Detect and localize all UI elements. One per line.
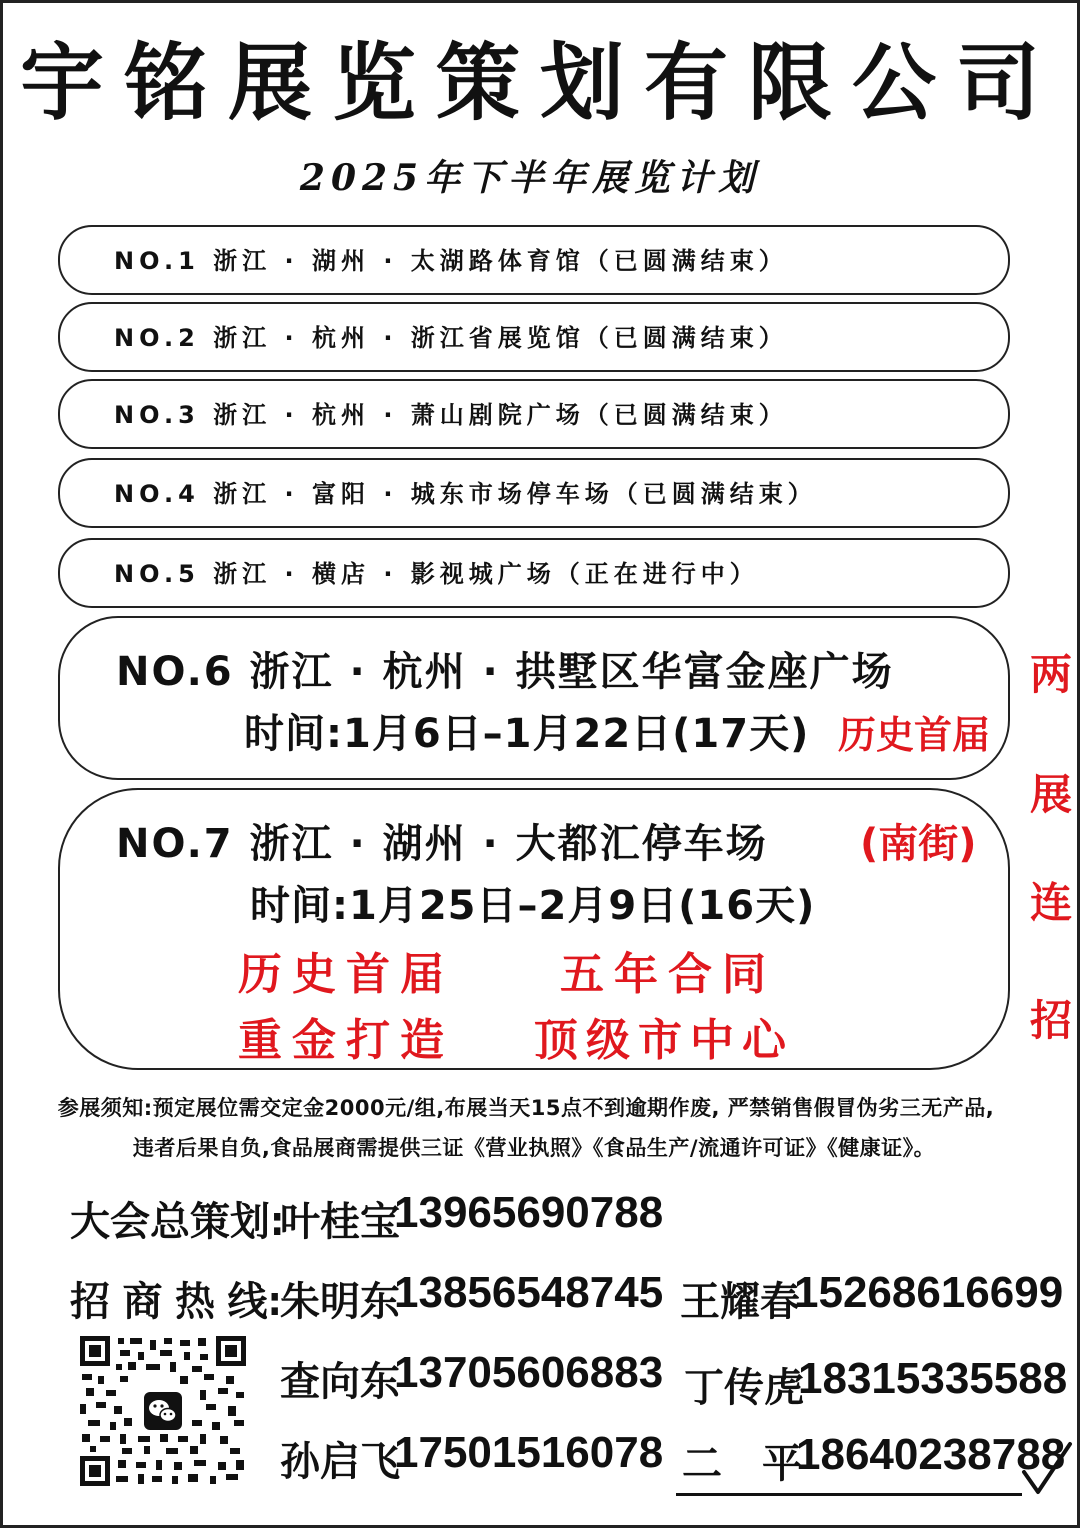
planner-label: 大会总策划: bbox=[70, 1199, 285, 1245]
side-banner-char-2: 展 bbox=[1029, 770, 1072, 819]
qr-code-icon[interactable] bbox=[80, 1336, 246, 1486]
planner-name: 叶桂宝 bbox=[280, 1199, 400, 1245]
event-6-time: 时间:1月6日–1月22日(17天) bbox=[244, 711, 810, 757]
contact-6-underline bbox=[676, 1493, 1022, 1496]
event-item-2 bbox=[58, 302, 1010, 372]
event-7-title: NO.7 浙江 · 湖州 · 大都汇停车场 bbox=[116, 821, 768, 867]
event-7-slogan-3: 重金打造 bbox=[238, 1015, 454, 1066]
event-7-slogan-1: 历史首届 bbox=[238, 949, 454, 1000]
checkmark-icon bbox=[1018, 1440, 1074, 1496]
event-item-4 bbox=[58, 458, 1010, 528]
event-item-1 bbox=[58, 225, 1010, 295]
event-6-title: NO.6 浙江 · 杭州 · 拱墅区华富金座广场 bbox=[116, 649, 894, 695]
notice-line-2: 违者后果自负,食品展商需提供三证《营业执照》《食品生产/流通许可证》《健康证》。 bbox=[132, 1136, 936, 1160]
contact-6-name: 二 平 bbox=[682, 1441, 802, 1487]
wechat-icon bbox=[144, 1392, 182, 1430]
event-item-3 bbox=[58, 379, 1010, 449]
event-3-text: NO.3 浙江 · 杭州 · 萧山剧院广场（已圆满结束） bbox=[114, 401, 788, 429]
contact-4-phone: 18315335588 bbox=[798, 1354, 1068, 1403]
event-5-text: NO.5 浙江 · 横店 · 影视城广场（正在进行中） bbox=[114, 560, 759, 588]
hotline-label: 招 商 热 线: bbox=[70, 1279, 282, 1325]
event-6-tag: 历史首届 bbox=[838, 713, 991, 757]
plan-subtitle: 2025年下半年展览计划 bbox=[299, 157, 761, 199]
event-1-text: NO.1 浙江 · 湖州 · 太湖路体育馆（已圆满结束） bbox=[114, 247, 788, 275]
side-banner-char-4: 招 bbox=[1029, 996, 1072, 1045]
contact-4-name: 丁传虎 bbox=[684, 1365, 804, 1411]
planner-phone: 13965690788 bbox=[394, 1188, 664, 1237]
event-2-text: NO.2 浙江 · 杭州 · 浙江省展览馆（已圆满结束） bbox=[114, 324, 788, 352]
notice-line-1: 参展须知:预定展位需交定金2000元/组,布展当天15点不到逾期作废, 严禁销售假冒伪劣三无产品, bbox=[57, 1096, 995, 1120]
contact-2-phone: 15268616699 bbox=[794, 1268, 1064, 1317]
contact-2-name: 王耀春 bbox=[680, 1279, 800, 1325]
event-7-title-street: (南街) bbox=[860, 821, 977, 867]
event-7-slogan-2: 五年合同 bbox=[560, 949, 776, 1000]
contact-5-phone: 17501516078 bbox=[394, 1428, 664, 1477]
contact-1-phone: 13856548745 bbox=[394, 1268, 664, 1317]
company-title: 宇铭展览策划有限公司 bbox=[19, 33, 1060, 132]
event-7-slogan-4: 顶级市中心 bbox=[534, 1015, 794, 1066]
side-banner-char-1: 两 bbox=[1029, 650, 1072, 699]
contact-6-phone: 18640238788 bbox=[796, 1430, 1066, 1479]
contact-1-name: 朱明东 bbox=[280, 1279, 400, 1325]
event-4-text: NO.4 浙江 · 富阳 · 城东市场停车场（已圆满结束） bbox=[114, 480, 817, 508]
contact-5-name: 孙启飞 bbox=[280, 1439, 400, 1485]
event-item-5 bbox=[58, 538, 1010, 608]
contact-3-name: 查向东 bbox=[280, 1359, 400, 1405]
contact-3-phone: 13705606883 bbox=[394, 1348, 664, 1397]
event-7-time: 时间:1月25日–2月9日(16天) bbox=[250, 883, 816, 929]
side-banner-char-3: 连 bbox=[1029, 878, 1072, 927]
